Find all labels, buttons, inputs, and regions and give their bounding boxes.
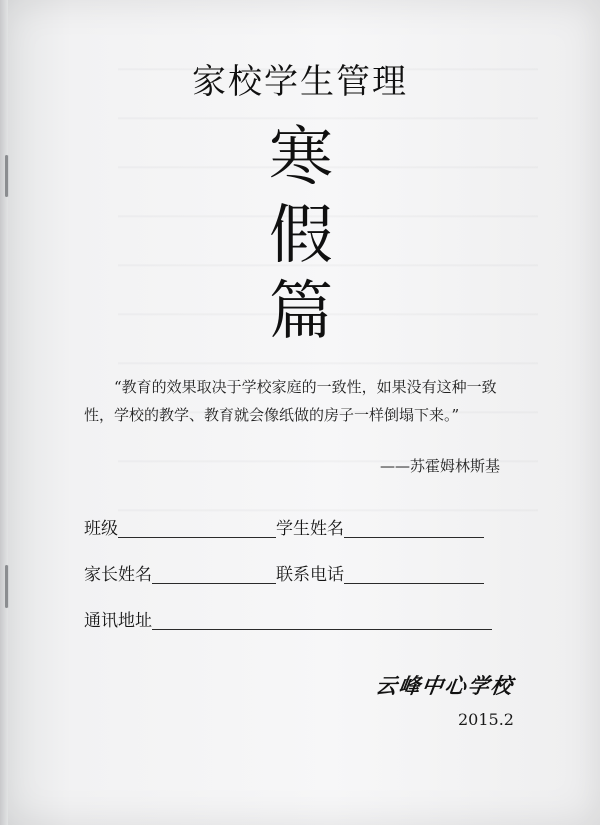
quote-block (84, 373, 544, 429)
document-title: 家校学生管理 (192, 62, 408, 102)
form-row-class-student (84, 514, 484, 544)
school-name: 云峰中心学校 (374, 673, 516, 698)
student-name-label: 学生姓名 (276, 519, 344, 539)
address-field[interactable] (152, 611, 492, 630)
student-name-field[interactable] (344, 519, 484, 538)
subtitle-char-1: 寒 (269, 121, 333, 195)
staple-bottom (5, 565, 8, 608)
parent-name-field[interactable] (152, 565, 276, 584)
quote-line-2: 性，学校的教学、教育就会像纸做的房子一样倒塌下来。” (84, 406, 460, 424)
phone-field[interactable] (344, 565, 484, 584)
quote-line-1: “教育的效果取决于学校家庭的一致性，如果没有这种一致 (114, 378, 497, 396)
class-field[interactable] (118, 519, 276, 538)
form-row-address (84, 606, 492, 636)
paper-edge (0, 0, 8, 825)
address-label: 通讯地址 (84, 611, 152, 631)
parent-name-label: 家长姓名 (84, 565, 152, 585)
subtitle-char-2: 假 (269, 199, 333, 273)
staple-top (5, 155, 8, 197)
form-row-parent-phone (84, 560, 484, 590)
quote-attribution: ——苏霍姆林斯基 (380, 457, 501, 475)
class-label: 班级 (84, 519, 118, 539)
document-date: 2015.2 (458, 710, 514, 729)
subtitle-char-3: 篇 (269, 275, 333, 349)
phone-label: 联系电话 (276, 565, 344, 585)
